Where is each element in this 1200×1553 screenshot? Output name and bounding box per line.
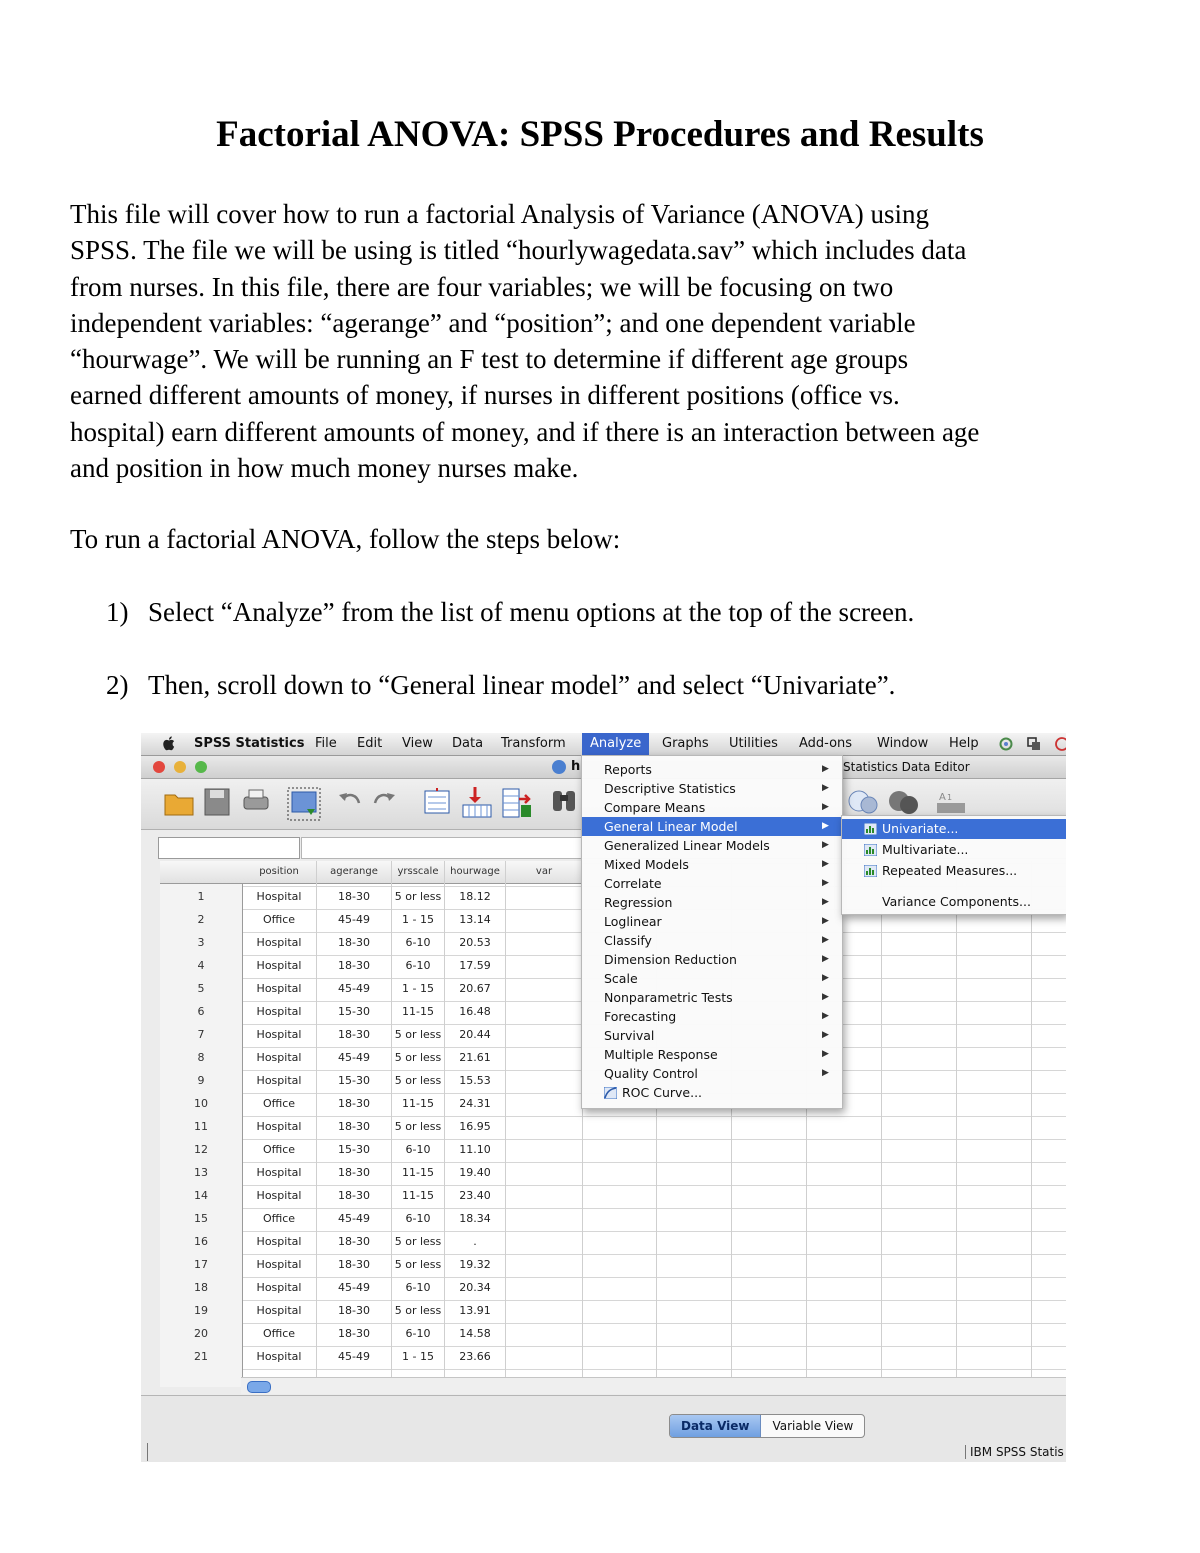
menu-item-loglinear[interactable] [582,912,842,931]
data-cell[interactable]: 5 or less [394,890,442,903]
row-number[interactable]: 18 [194,1281,208,1294]
data-cell[interactable]: 20.44 [459,1028,491,1041]
data-cell[interactable]: 1 - 15 [402,913,434,926]
submenu-arrow-icon: ▶ [822,954,829,964]
data-cell[interactable]: 6-10 [405,1212,431,1225]
data-cell[interactable]: Office [262,1327,296,1340]
data-cell[interactable]: 5 or less [394,1074,442,1087]
grid-line [1031,861,1032,1387]
menu-item-correlate[interactable] [582,874,842,893]
submenu-arrow-icon: ▶ [822,1030,829,1040]
menu-analyze[interactable]: Analyze [582,733,649,755]
menu-item-univariate[interactable] [842,819,1066,839]
find-icon[interactable] [551,787,577,815]
row-number[interactable]: 3 [197,936,205,949]
data-cell[interactable]: 45-49 [338,982,370,995]
menu-item-label: Compare Means [604,800,706,815]
dialog-recall-icon[interactable] [287,787,321,821]
data-cell[interactable]: Hospital [256,1189,302,1202]
menu-item-quality-control[interactable] [582,1064,842,1083]
menu-edit[interactable]: Edit [357,736,383,751]
value-labels-icon[interactable] [933,787,969,817]
data-cell[interactable]: Hospital [256,1005,302,1018]
data-cell[interactable]: Hospital [256,1235,302,1248]
intro-line: “hourwage”. We will be running an F test to determine if different age groups [70,344,909,375]
data-cell[interactable]: 13.14 [459,913,491,926]
goto-variable-icon[interactable] [461,787,493,819]
weight-cases-icon[interactable] [887,787,921,817]
data-cell[interactable]: 23.40 [459,1189,491,1202]
menu-window[interactable]: Window [877,736,929,751]
menu-item-label: Correlate [604,876,662,891]
data-cell[interactable]: 24.31 [459,1097,491,1110]
menu-item-label: Quality Control [604,1066,698,1081]
data-cell[interactable]: 5 or less [394,1304,442,1317]
data-cell[interactable]: 18-30 [338,1166,370,1179]
intro-paragraph [70,196,1150,486]
menu-item-multivariate[interactable] [842,840,1066,860]
row-number[interactable]: 21 [194,1350,208,1363]
repeated-measures-icon [864,865,877,877]
data-cell[interactable]: 19.40 [459,1166,491,1179]
menu-app-name[interactable]: SPSS Statistics [194,736,305,751]
data-cell[interactable]: 18.12 [459,890,491,903]
data-cell[interactable]: 11-15 [402,1189,434,1202]
menu-item-label: Loglinear [604,914,662,929]
data-cell[interactable]: 18-30 [338,1258,370,1271]
submenu-arrow-icon: ▶ [822,1049,829,1059]
step-2 [106,667,1146,703]
submenu-arrow-icon: ▶ [822,802,829,812]
step-text: Select “Analyze” from the list of menu options at the top of the screen. [148,597,915,627]
row-number[interactable]: 12 [194,1143,208,1156]
corner-header [160,861,243,884]
undo-icon[interactable] [337,787,363,813]
row-number[interactable]: 20 [194,1327,208,1340]
submenu-arrow-icon: ▶ [822,916,829,926]
data-cell[interactable]: 45-49 [338,913,370,926]
column-header-hourwage[interactable]: hourwage [445,861,506,884]
data-cell[interactable]: 20.34 [459,1281,491,1294]
svg-text:1: 1 [947,793,953,802]
data-cell[interactable]: 45-49 [338,1212,370,1225]
data-cell[interactable]: Hospital [256,1028,302,1041]
window-title-start: h [571,759,581,774]
row-number[interactable]: 2 [197,913,205,926]
menu-item-label: ROC Curve... [622,1085,703,1100]
data-cell[interactable]: 18-30 [338,1189,370,1202]
data-cell[interactable]: 6-10 [405,936,431,949]
data-cell[interactable]: Hospital [256,1051,302,1064]
data-cell[interactable]: 18.34 [459,1212,491,1225]
data-cell[interactable]: 15-30 [338,1005,370,1018]
menu-transform[interactable]: Transform [501,736,566,751]
data-cell[interactable]: 45-49 [338,1350,370,1363]
menu-add-ons[interactable]: Add-ons [799,736,853,751]
menu-item-mixed-models[interactable] [582,855,842,874]
submenu-arrow-icon: ▶ [822,992,829,1002]
data-cell[interactable]: 1 - 15 [402,982,434,995]
glm-submenu [841,815,1066,915]
data-cell[interactable]: 11.10 [459,1143,491,1156]
menu-item-label: General Linear Model [604,819,738,834]
menu-item-scale[interactable] [582,969,842,988]
horizontal-scrollbar[interactable] [241,1377,1066,1394]
menu-item-forecasting[interactable] [582,1007,842,1026]
menu-view[interactable]: View [402,736,433,751]
status-text: IBM SPSS Statis [965,1445,1064,1459]
window-bottom-bar [141,1395,1066,1462]
menu-item-label: Descriptive Statistics [604,781,736,796]
cell-name-box[interactable] [158,837,300,859]
menu-item-label: Nonparametric Tests [604,990,733,1005]
data-cell[interactable]: 11-15 [402,1166,434,1179]
data-cell[interactable]: 14.58 [459,1327,491,1340]
menu-item-dimension-reduction[interactable] [582,950,842,969]
window-title: Statistics Data Editor [843,760,970,774]
step-text: Then, scroll down to “General linear model” and select “Univariate”. [148,670,896,700]
row-number[interactable]: 10 [194,1097,208,1110]
data-cell[interactable]: 18-30 [338,1120,370,1133]
intro-line: independent variables: “agerange” and “position”; and one dependent variable [70,307,916,338]
row-number[interactable]: 9 [197,1074,205,1087]
menu-item-label: Reports [604,762,652,777]
row-number[interactable]: 14 [194,1189,208,1202]
mac-menubar [141,733,1066,756]
intro-line: and position in how much money nurses make. [70,453,579,484]
sync-icon[interactable] [999,737,1013,751]
apple-icon[interactable] [163,736,176,751]
menu-item-reports[interactable] [582,760,842,779]
variables-icon[interactable] [501,787,533,819]
data-cell[interactable]: 5 or less [394,1051,442,1064]
data-cell[interactable]: 20.67 [459,982,491,995]
scroll-thumb[interactable] [247,1381,271,1393]
row-number[interactable]: 7 [197,1028,205,1041]
data-cell[interactable]: . [473,1235,477,1248]
data-cell[interactable]: 18-30 [338,1235,370,1248]
menu-utilities[interactable]: Utilities [729,736,778,751]
data-cell[interactable]: 13.91 [459,1304,491,1317]
analyze-menu [581,755,843,1109]
submenu-arrow-icon: ▶ [822,840,829,850]
data-cell[interactable]: Hospital [256,1304,302,1317]
data-cell[interactable]: 11-15 [402,1097,434,1110]
data-cell[interactable]: 5 or less [394,1120,442,1133]
intro-line: This file will cover how to run a factorial Analysis of Variance (ANOVA) using [70,199,930,229]
data-cell[interactable]: 11-15 [402,1005,434,1018]
row-number[interactable]: 17 [194,1258,208,1271]
data-cell[interactable]: 23.66 [459,1350,491,1363]
row-number[interactable]: 5 [197,982,205,995]
document-title: Factorial ANOVA: SPSS Procedures and Results [216,114,984,155]
data-cell[interactable]: 17.59 [459,959,491,972]
data-cell[interactable]: Hospital [256,1350,302,1363]
menu-item-label: Survival [604,1028,655,1043]
menu-item-multiple-response[interactable] [582,1045,842,1064]
menu-help[interactable]: Help [949,736,979,751]
roc-curve-icon [604,1087,617,1099]
intro-line: from nurses. In this file, there are four variables; we will be focusing on two [70,271,894,302]
close-window-icon[interactable] [153,761,165,773]
row-number[interactable]: 8 [197,1051,205,1064]
data-cell[interactable]: 6-10 [405,1281,431,1294]
data-cell[interactable]: 18-30 [338,1327,370,1340]
menu-item-label: Multiple Response [604,1047,718,1062]
view-tabs [669,1414,865,1438]
data-cell[interactable]: Office [262,1212,296,1225]
data-cell[interactable]: 15.53 [459,1074,491,1087]
menu-item-label: Classify [604,933,652,948]
menu-item-label: Multivariate... [882,842,969,857]
data-cell[interactable]: Hospital [256,1281,302,1294]
column-header-var[interactable]: var [506,861,583,884]
data-cell[interactable]: Hospital [256,959,302,972]
data-cell[interactable]: 20.53 [459,936,491,949]
tab-data-view[interactable]: Data View [670,1415,761,1437]
column-header-yrsscale[interactable]: yrsscale [392,861,445,884]
grid-line [505,861,506,1387]
submenu-arrow-icon: ▶ [822,764,829,774]
goto-case-icon[interactable] [423,787,451,817]
data-cell[interactable]: Hospital [256,890,302,903]
split-file-icon[interactable] [847,787,881,817]
submenu-arrow-icon: ▶ [822,935,829,945]
data-cell[interactable]: 45-49 [338,1051,370,1064]
row-number[interactable]: 4 [197,959,205,972]
data-cell[interactable]: 19.32 [459,1258,491,1271]
menu-item-label: Variance Components... [882,894,1031,909]
data-cell[interactable]: 1 - 15 [402,1350,434,1363]
print-icon[interactable] [241,787,271,817]
row-number[interactable]: 13 [194,1166,208,1179]
minimize-window-icon[interactable] [174,761,186,773]
menu-item-repeated-measures[interactable] [842,861,1066,881]
data-cell[interactable]: 18-30 [338,1097,370,1110]
menu-data[interactable]: Data [452,736,484,751]
open-folder-icon[interactable] [163,787,195,817]
data-cell[interactable]: Hospital [256,982,302,995]
data-cell[interactable]: 6-10 [405,959,431,972]
zoom-window-icon[interactable] [195,761,207,773]
data-cell[interactable]: Hospital [256,1074,302,1087]
data-cell[interactable]: 15-30 [338,1143,370,1156]
submenu-arrow-icon: ▶ [822,1011,829,1021]
menu-item-descriptive-statistics[interactable] [582,779,842,798]
step-1 [106,594,1146,630]
column-header-position[interactable]: position [242,861,317,884]
menu-item-label: Univariate... [882,821,959,836]
column-header-agerange[interactable]: agerange [317,861,392,884]
submenu-arrow-icon: ▶ [822,783,829,793]
data-cell[interactable]: 18-30 [338,936,370,949]
menu-item-label: Scale [604,971,638,986]
data-cell[interactable]: 6-10 [405,1327,431,1340]
menu-item-roc-curve[interactable] [582,1083,842,1102]
menu-file[interactable]: File [315,736,337,751]
spss-screenshot [141,733,1066,1462]
data-cell[interactable]: Office [262,1143,296,1156]
submenu-arrow-icon: ▶ [822,821,829,831]
menu-item-regression[interactable] [582,893,842,912]
menu-item-label: Dimension Reduction [604,952,737,967]
menu-item-variance-components[interactable] [842,892,1066,912]
data-cell[interactable]: 18-30 [338,890,370,903]
intro-line: earned different amounts of money, if nurses in different positions (office vs. [70,380,900,411]
data-cell[interactable]: 5 or less [394,1258,442,1271]
data-cell[interactable]: Office [262,1097,296,1110]
menu-item-label: Mixed Models [604,857,689,872]
row-number[interactable]: 19 [194,1304,208,1317]
menu-item-nonparametric-tests[interactable] [582,988,842,1007]
document-badge-icon [552,760,566,774]
data-cell[interactable]: 5 or less [394,1028,442,1041]
data-cell[interactable]: 21.61 [459,1051,491,1064]
data-cell[interactable]: Office [262,913,296,926]
menu-item-classify[interactable] [582,931,842,950]
data-cell[interactable]: 5 or less [394,1235,442,1248]
submenu-arrow-icon: ▶ [822,897,829,907]
row-number[interactable]: 16 [194,1235,208,1248]
submenu-arrow-icon: ▶ [822,878,829,888]
data-cell[interactable]: Hospital [256,1258,302,1271]
data-cell[interactable]: 16.48 [459,1005,491,1018]
submenu-arrow-icon: ▶ [822,859,829,869]
step-number: 2) [106,670,129,700]
multivariate-icon [864,844,877,856]
row-number[interactable]: 1 [197,890,205,903]
intro-line: hospital) earn different amounts of money, and if there is an interaction between age [70,416,980,447]
windows-icon[interactable] [1027,737,1041,751]
data-cell[interactable]: 15-30 [338,1074,370,1087]
svg-text:A: A [939,792,946,803]
univariate-icon [864,823,877,835]
status-divider [147,1443,148,1461]
data-cell[interactable]: 18-30 [338,1304,370,1317]
redo-icon[interactable] [371,787,397,813]
menu-item-compare-means[interactable] [582,798,842,817]
menu-item-general-linear-model[interactable] [582,817,842,836]
data-cell[interactable]: Hospital [256,1166,302,1179]
save-icon[interactable] [203,787,231,817]
menu-graphs[interactable]: Graphs [662,736,709,751]
menu-item-survival[interactable] [582,1026,842,1045]
grid-line [956,861,957,1387]
tab-variable-view[interactable]: Variable View [772,1419,854,1433]
intro-line: SPSS. The file we will be using is titled “hourlywagedata.sav” which includes data [70,235,967,266]
step-number: 1) [106,597,129,627]
menu-item-label: Forecasting [604,1009,677,1024]
steps-lead: To run a factorial ANOVA, follow the steps below: [70,524,621,554]
menu-item-label: Generalized Linear Models [604,838,770,853]
data-cell[interactable]: Hospital [256,936,302,949]
data-cell[interactable]: 18-30 [338,959,370,972]
data-cell[interactable]: 45-49 [338,1281,370,1294]
submenu-arrow-icon: ▶ [822,1068,829,1078]
row-number[interactable]: 15 [194,1212,208,1225]
time-machine-icon[interactable] [1055,737,1066,751]
grid-line [881,861,882,1387]
menu-item-label: Regression [604,895,673,910]
menu-item-label: Repeated Measures... [882,863,1018,878]
row-number[interactable]: 11 [194,1120,208,1133]
data-cell[interactable]: 16.95 [459,1120,491,1133]
data-cell[interactable]: Hospital [256,1120,302,1133]
data-cell[interactable]: 6-10 [405,1143,431,1156]
menu-item-generalized-linear-models[interactable] [582,836,842,855]
data-cell[interactable]: 18-30 [338,1028,370,1041]
row-number[interactable]: 6 [197,1005,205,1018]
submenu-arrow-icon: ▶ [822,973,829,983]
